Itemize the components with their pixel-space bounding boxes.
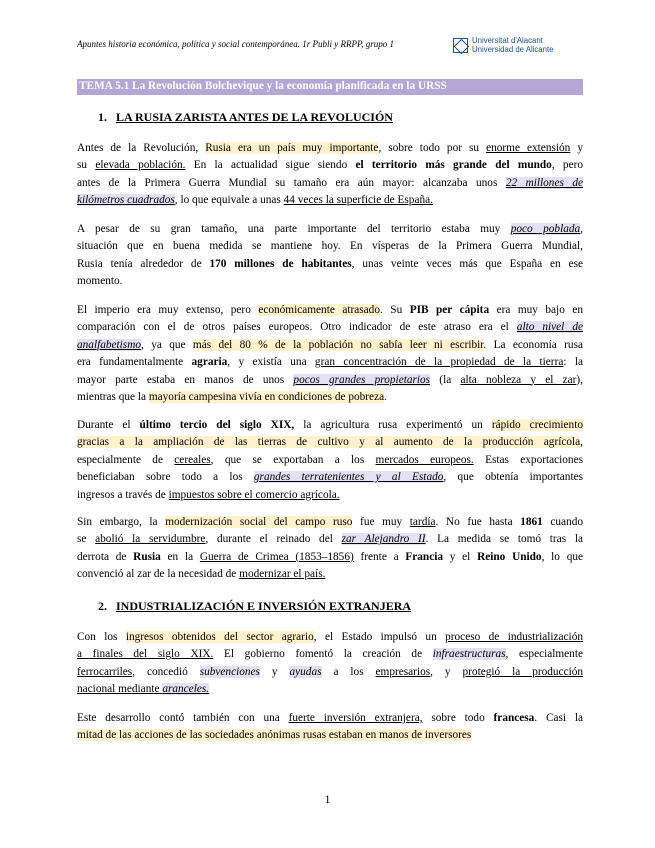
text-line bbox=[77, 221, 583, 238]
text-run: . No fue hasta bbox=[435, 516, 521, 528]
text-run: Estas exportaciones bbox=[473, 453, 583, 466]
highlighted-text: agraria bbox=[191, 356, 228, 369]
text-line bbox=[77, 157, 583, 174]
text-run: Antes de la Revolución, bbox=[77, 142, 206, 154]
highlighted-text: modernización social del campo ruso bbox=[165, 516, 353, 528]
text-run: convenció al zar de la necesidad de bbox=[77, 568, 240, 581]
highlighted-text: modernizar el país. bbox=[239, 568, 326, 581]
text-line bbox=[77, 531, 583, 548]
text-run: en la bbox=[160, 550, 200, 563]
text-run: , el Estado impulsó un bbox=[313, 631, 446, 643]
paragraph bbox=[77, 302, 583, 406]
text-line bbox=[77, 319, 583, 336]
highlighted-text: Rusia bbox=[133, 550, 161, 563]
text-run: , bbox=[580, 223, 583, 235]
text-line bbox=[77, 273, 583, 290]
highlighted-text: elevada población. bbox=[95, 159, 186, 172]
text-run: y el bbox=[443, 550, 478, 563]
highlighted-text: 1861 bbox=[520, 516, 543, 528]
text-line bbox=[77, 514, 583, 531]
highlighted-text: proceso de industrialización bbox=[445, 631, 583, 643]
text-run: derrota de bbox=[77, 550, 134, 563]
highlighted-text: grandes terratenientes y al Estado bbox=[253, 471, 444, 484]
text-run: , y bbox=[430, 665, 463, 678]
text-line bbox=[77, 566, 583, 583]
text-run: Este desarrollo contó también con una bbox=[77, 712, 289, 724]
text-run: , bbox=[580, 436, 583, 449]
text-run: , lo que bbox=[541, 550, 584, 563]
highlighted-text: económicamente atrasado bbox=[258, 304, 380, 316]
header-text: Apuntes historia económica, política y social contemporánea. 1r Publi y RRPP, grupo 1 bbox=[77, 39, 395, 49]
highlighted-text: infraestructuras bbox=[432, 648, 506, 661]
text-line bbox=[77, 452, 583, 469]
text-run: era muy bajo en bbox=[489, 304, 583, 316]
paragraph bbox=[77, 710, 583, 745]
paragraph bbox=[77, 417, 583, 504]
logo-line-2: Universidad de Alicante bbox=[472, 44, 554, 54]
text-run: especialmente de bbox=[77, 453, 175, 466]
text-run: y bbox=[570, 142, 583, 154]
section-title: INDUSTRIALIZACIÓN E INVERSIÓN EXTRANJERA bbox=[116, 599, 412, 613]
highlighted-text: nacional mediante bbox=[77, 683, 163, 696]
highlighted-text: más del 80 % de la población no sabía leer ni escribir bbox=[192, 338, 484, 351]
text-line bbox=[77, 469, 583, 486]
text-run: , durante el reinado del bbox=[205, 533, 342, 546]
text-run: situación que en buena medida se mantiene hoy. En vísperas de la Primera Guerra Mundial, bbox=[77, 240, 583, 253]
text-run: A pesar de su gran tamaño, una parte importante del territorio estaba muy bbox=[77, 223, 511, 235]
highlighted-text: Reino Unido bbox=[477, 550, 542, 563]
highlighted-text: mayoría campesina vivía en condiciones de pobreza bbox=[148, 390, 385, 403]
text-line bbox=[77, 727, 583, 744]
highlighted-text: francesa bbox=[493, 712, 535, 724]
highlighted-text: abolió la servidumbre bbox=[95, 533, 206, 546]
text-line bbox=[77, 337, 583, 354]
text-run: , unas veinte veces más que España en ese bbox=[351, 257, 583, 270]
text-run: : la bbox=[563, 356, 583, 369]
text-run: , ya que bbox=[141, 338, 193, 351]
highlighted-text: alto nivel de bbox=[516, 321, 583, 334]
text-run: , pero bbox=[551, 159, 583, 172]
page-number: 1 bbox=[324, 792, 331, 806]
text-run: (la bbox=[430, 373, 461, 386]
section-number: 2. bbox=[98, 599, 107, 613]
text-line bbox=[77, 140, 583, 157]
text-line bbox=[77, 389, 583, 406]
highlighted-text: poco poblada bbox=[510, 223, 581, 235]
text-run: ingresos a través de bbox=[77, 488, 169, 501]
highlighted-text: último tercio del siglo XIX, bbox=[139, 419, 295, 431]
text-line bbox=[77, 175, 583, 192]
highlighted-text: ferrocarriles bbox=[77, 665, 133, 678]
text-run: la agricultura rusa experimentó un bbox=[294, 419, 492, 431]
text-run: . Su bbox=[379, 304, 410, 316]
highlighted-text: Rusia era un país muy importante bbox=[205, 142, 379, 154]
paragraph bbox=[77, 514, 583, 584]
highlighted-text: kilómetros cuadrados bbox=[77, 194, 175, 207]
text-run: , y existía una bbox=[227, 356, 315, 369]
text-run: Rusia tenía alrededor de bbox=[77, 257, 210, 270]
highlighted-text: impuestos sobre el comercio agrícola. bbox=[168, 488, 340, 501]
highlighted-text: PIB per cápita bbox=[409, 304, 490, 316]
text-line bbox=[77, 192, 583, 209]
text-run: cuando bbox=[542, 516, 584, 528]
section-title: LA RUSIA ZARISTA ANTES DE LA REVOLUCIÓN bbox=[116, 110, 393, 124]
text-line bbox=[77, 434, 583, 451]
highlighted-text: enorme extensión bbox=[486, 142, 571, 154]
highlighted-text: el territorio más grande del mundo bbox=[355, 159, 552, 172]
text-line bbox=[77, 302, 583, 319]
text-run: y bbox=[259, 665, 290, 678]
text-run: mayor parte estaba en manos de unos bbox=[77, 373, 294, 386]
highlighted-text: fuerte inversión extranjera, bbox=[288, 712, 423, 724]
highlighted-text: cereales bbox=[174, 453, 211, 466]
highlighted-text: tardía bbox=[409, 516, 436, 528]
text-run: Con los bbox=[77, 631, 126, 643]
text-run: beneficiaban sobre todo a los bbox=[77, 471, 254, 484]
text-run: Sin embargo, la bbox=[77, 516, 166, 528]
text-run: frente a bbox=[353, 550, 406, 563]
text-run: . La medida se tomó tras la bbox=[425, 533, 583, 546]
text-run: comparación con el de otros países europeos. Otro indicador de este atraso era el bbox=[77, 321, 517, 334]
university-logo bbox=[453, 37, 573, 57]
highlighted-text: pocos grandes propietarios bbox=[293, 373, 431, 386]
text-line bbox=[77, 664, 583, 681]
text-line bbox=[77, 646, 583, 663]
text-run: , que obtenía importantes bbox=[443, 471, 583, 484]
highlighted-text: a finales del siglo XIX. bbox=[77, 648, 214, 661]
highlighted-text: subvenciones bbox=[199, 665, 260, 678]
section-heading-1 bbox=[98, 110, 393, 125]
text-line bbox=[77, 354, 583, 371]
text-run: , sobre todo por su bbox=[378, 142, 487, 154]
text-run: ), bbox=[576, 373, 583, 386]
text-run: se bbox=[77, 533, 96, 546]
topic-title-bar bbox=[77, 79, 583, 95]
highlighted-text: aranceles. bbox=[162, 683, 210, 696]
paragraph bbox=[77, 140, 583, 210]
text-run: En la actualidad sigue siendo bbox=[185, 159, 356, 172]
text-run: El gobierno fomentó la creación de bbox=[213, 648, 433, 661]
text-line bbox=[77, 256, 583, 273]
text-line bbox=[77, 417, 583, 434]
text-line bbox=[77, 549, 583, 566]
text-run: antes de la Primera Guerra Mundial su tamaño era aún mayor: alcanzaba unos bbox=[77, 176, 506, 189]
text-line bbox=[77, 629, 583, 646]
highlighted-text: mercados europeos. bbox=[375, 453, 474, 466]
page-header bbox=[77, 34, 583, 60]
text-run: . La economía rusa bbox=[483, 338, 583, 351]
section-number: 1. bbox=[98, 110, 107, 124]
text-run: mientras que la bbox=[77, 390, 149, 403]
highlighted-text: mitad de las acciones de las sociedades anónimas rusas estaban en manos de inversores bbox=[77, 729, 472, 742]
highlighted-text: Francia bbox=[405, 550, 444, 563]
logo-text bbox=[472, 37, 553, 54]
text-run: , lo que equivale a unas bbox=[174, 194, 284, 207]
text-run: su bbox=[77, 159, 96, 172]
text-line bbox=[77, 710, 583, 727]
highlighted-text: gran concentración de la propiedad de la tierra bbox=[314, 356, 564, 369]
text-run: , que se exportaban a los bbox=[210, 453, 376, 466]
highlighted-text: zar Alejandro II bbox=[341, 533, 426, 546]
text-run: a los bbox=[321, 665, 376, 678]
highlighted-text: alta nobleza y el zar bbox=[460, 373, 577, 386]
text-line bbox=[77, 681, 583, 698]
text-run: era fundamentalmente bbox=[77, 356, 192, 369]
highlighted-text: empresarios bbox=[375, 665, 431, 678]
section-heading-2 bbox=[98, 599, 411, 614]
text-line bbox=[77, 238, 583, 255]
text-run: . bbox=[384, 390, 387, 403]
highlighted-text: rápido crecimiento bbox=[491, 419, 583, 431]
highlighted-text: gracias a la ampliación de las tierras de cultivo y al aumento de la producción agrícola bbox=[77, 436, 581, 449]
highlighted-text: analfabetismo bbox=[77, 338, 142, 351]
paragraph bbox=[77, 221, 583, 291]
topic-title: TEMA 5.1 La Revolución Bolchevique y la economía planificada en la URSS bbox=[79, 80, 447, 92]
highlighted-text: ayudas bbox=[289, 665, 322, 678]
highlighted-text: Guerra de Crimea (1853–1856) bbox=[199, 550, 354, 563]
highlighted-text: ingresos obtenidos del sector agrario bbox=[125, 631, 314, 643]
text-run: sobre todo bbox=[422, 712, 494, 724]
text-line bbox=[77, 487, 583, 504]
highlighted-text: 44 veces la superficie de España. bbox=[283, 194, 433, 207]
text-run: , especialmente bbox=[505, 648, 583, 661]
text-line bbox=[77, 372, 583, 389]
university-logo-icon bbox=[453, 38, 468, 53]
text-run: , concedió bbox=[132, 665, 200, 678]
logo-line-1: Universitat d'Alacant bbox=[472, 36, 543, 45]
highlighted-text: 170 millones de habitantes bbox=[209, 257, 352, 270]
text-run: momento. bbox=[77, 275, 123, 288]
text-run: El imperio era muy extenso, pero bbox=[77, 304, 259, 316]
text-run: Durante el bbox=[77, 419, 140, 431]
text-run: fue muy bbox=[352, 516, 410, 528]
highlighted-text: 22 millones de bbox=[505, 176, 583, 189]
text-run: . Casi la bbox=[534, 712, 584, 724]
paragraph bbox=[77, 629, 583, 699]
highlighted-text: protegió la producción bbox=[462, 665, 584, 678]
